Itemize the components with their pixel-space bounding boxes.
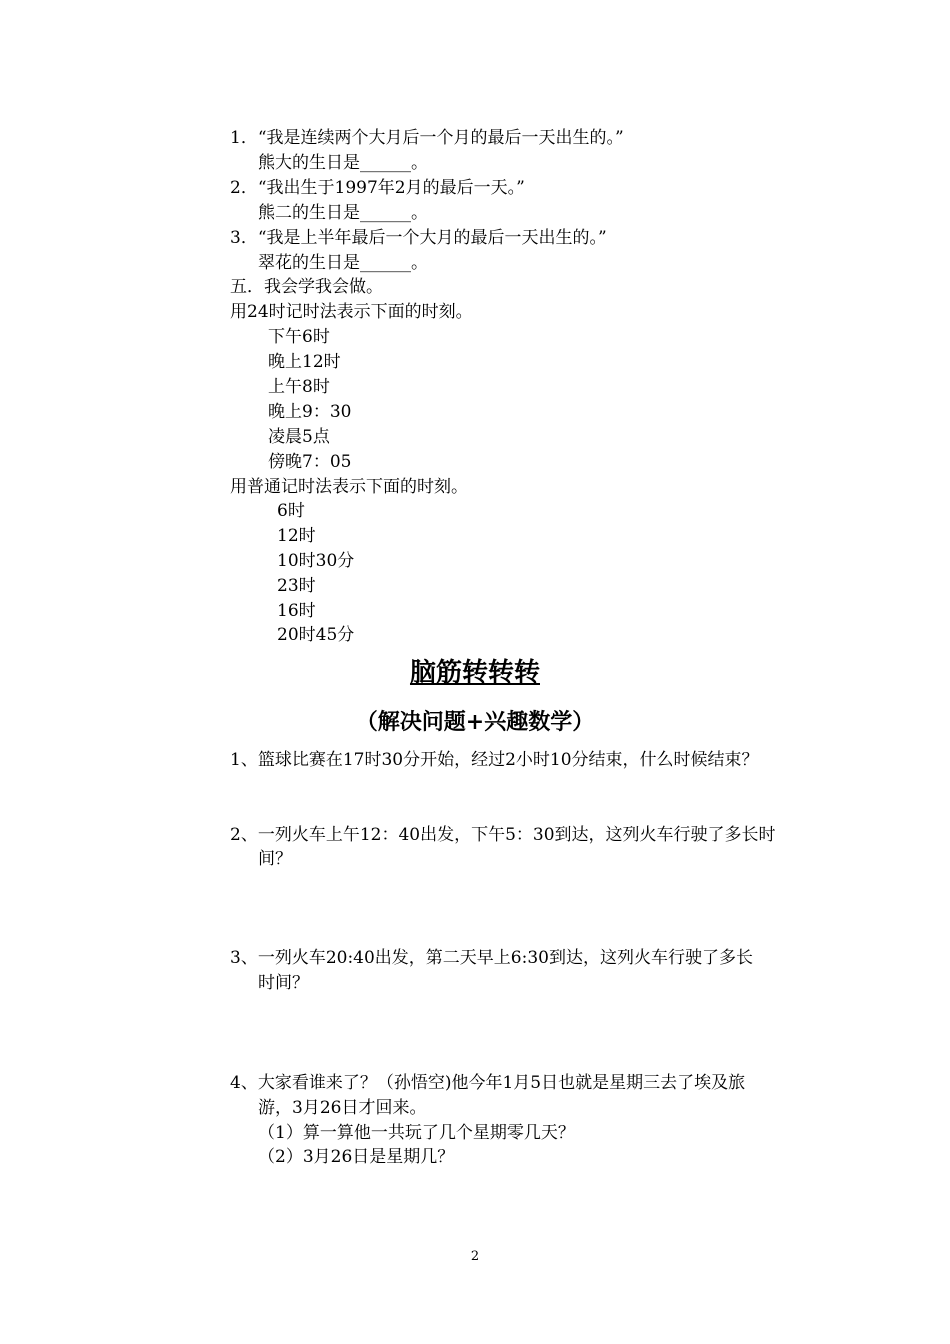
part2-item: 23时	[277, 576, 316, 596]
part2-item: 12时	[277, 526, 316, 546]
q3-quote: 3．“我是上半年最后一个大月的最后一天出生的。”	[230, 228, 607, 248]
q1-quote: 1．“我是连续两个大月后一个月的最后一天出生的。”	[230, 128, 624, 148]
q2-answer: 熊二的生日是______。	[258, 203, 428, 223]
brain-q1: 1、篮球比赛在17时30分开始，经过2小时10分结束，什么时候结束？	[230, 750, 759, 770]
part2-item: 20时45分	[277, 625, 355, 645]
brain-q3-line2: 时间？	[258, 973, 309, 993]
part1-item: 上午8时	[268, 377, 330, 397]
brain-subtitle: （解决问题+兴趣数学）	[355, 709, 595, 735]
part2-instruction: 用普通记时法表示下面的时刻。	[230, 477, 468, 497]
part2-item: 6时	[277, 501, 305, 521]
brain-q2-line1: 2、一列火车上午12：40出发，下午5：30到达，这列火车行驶了多长时	[230, 825, 776, 845]
part1-item: 下午6时	[268, 327, 330, 347]
q2-quote: 2．“我出生于1997年2月的最后一天。”	[230, 178, 525, 198]
part1-item: 傍晚7：05	[268, 452, 352, 472]
brain-q4-line1: 4、大家看谁来了？（孙悟空)他今年1月5日也就是星期三去了埃及旅	[230, 1073, 746, 1093]
page-number: 2	[470, 1249, 480, 1264]
part1-item: 晚上9：30	[268, 402, 352, 422]
part1-instruction: 用24时记时法表示下面的时刻。	[230, 302, 473, 322]
q1-answer: 熊大的生日是______。	[258, 153, 428, 173]
brain-title	[0, 656, 950, 690]
brain-q3-line1: 3、一列火车20:40出发，第二天早上6:30到达，这列火车行驶了多长	[230, 948, 753, 968]
brain-q2-line2: 间？	[258, 849, 292, 869]
part2-item: 16时	[277, 601, 316, 621]
brain-q4-line2: 游，3月26日才回来。	[258, 1098, 427, 1118]
brain-title-text: 脑筋转转转	[409, 658, 540, 688]
part1-item: 凌晨5点	[268, 427, 330, 447]
section5-heading: 五．我会学我会做。	[230, 277, 383, 297]
part1-item: 晚上12时	[268, 352, 341, 372]
brain-q4-sub1: （1）算一算他一共玩了几个星期零几天？	[258, 1123, 575, 1143]
q3-answer: 翠花的生日是______。	[258, 253, 428, 273]
part2-item: 10时30分	[277, 551, 355, 571]
brain-q4-sub2: （2）3月26日是星期几？	[258, 1147, 455, 1167]
